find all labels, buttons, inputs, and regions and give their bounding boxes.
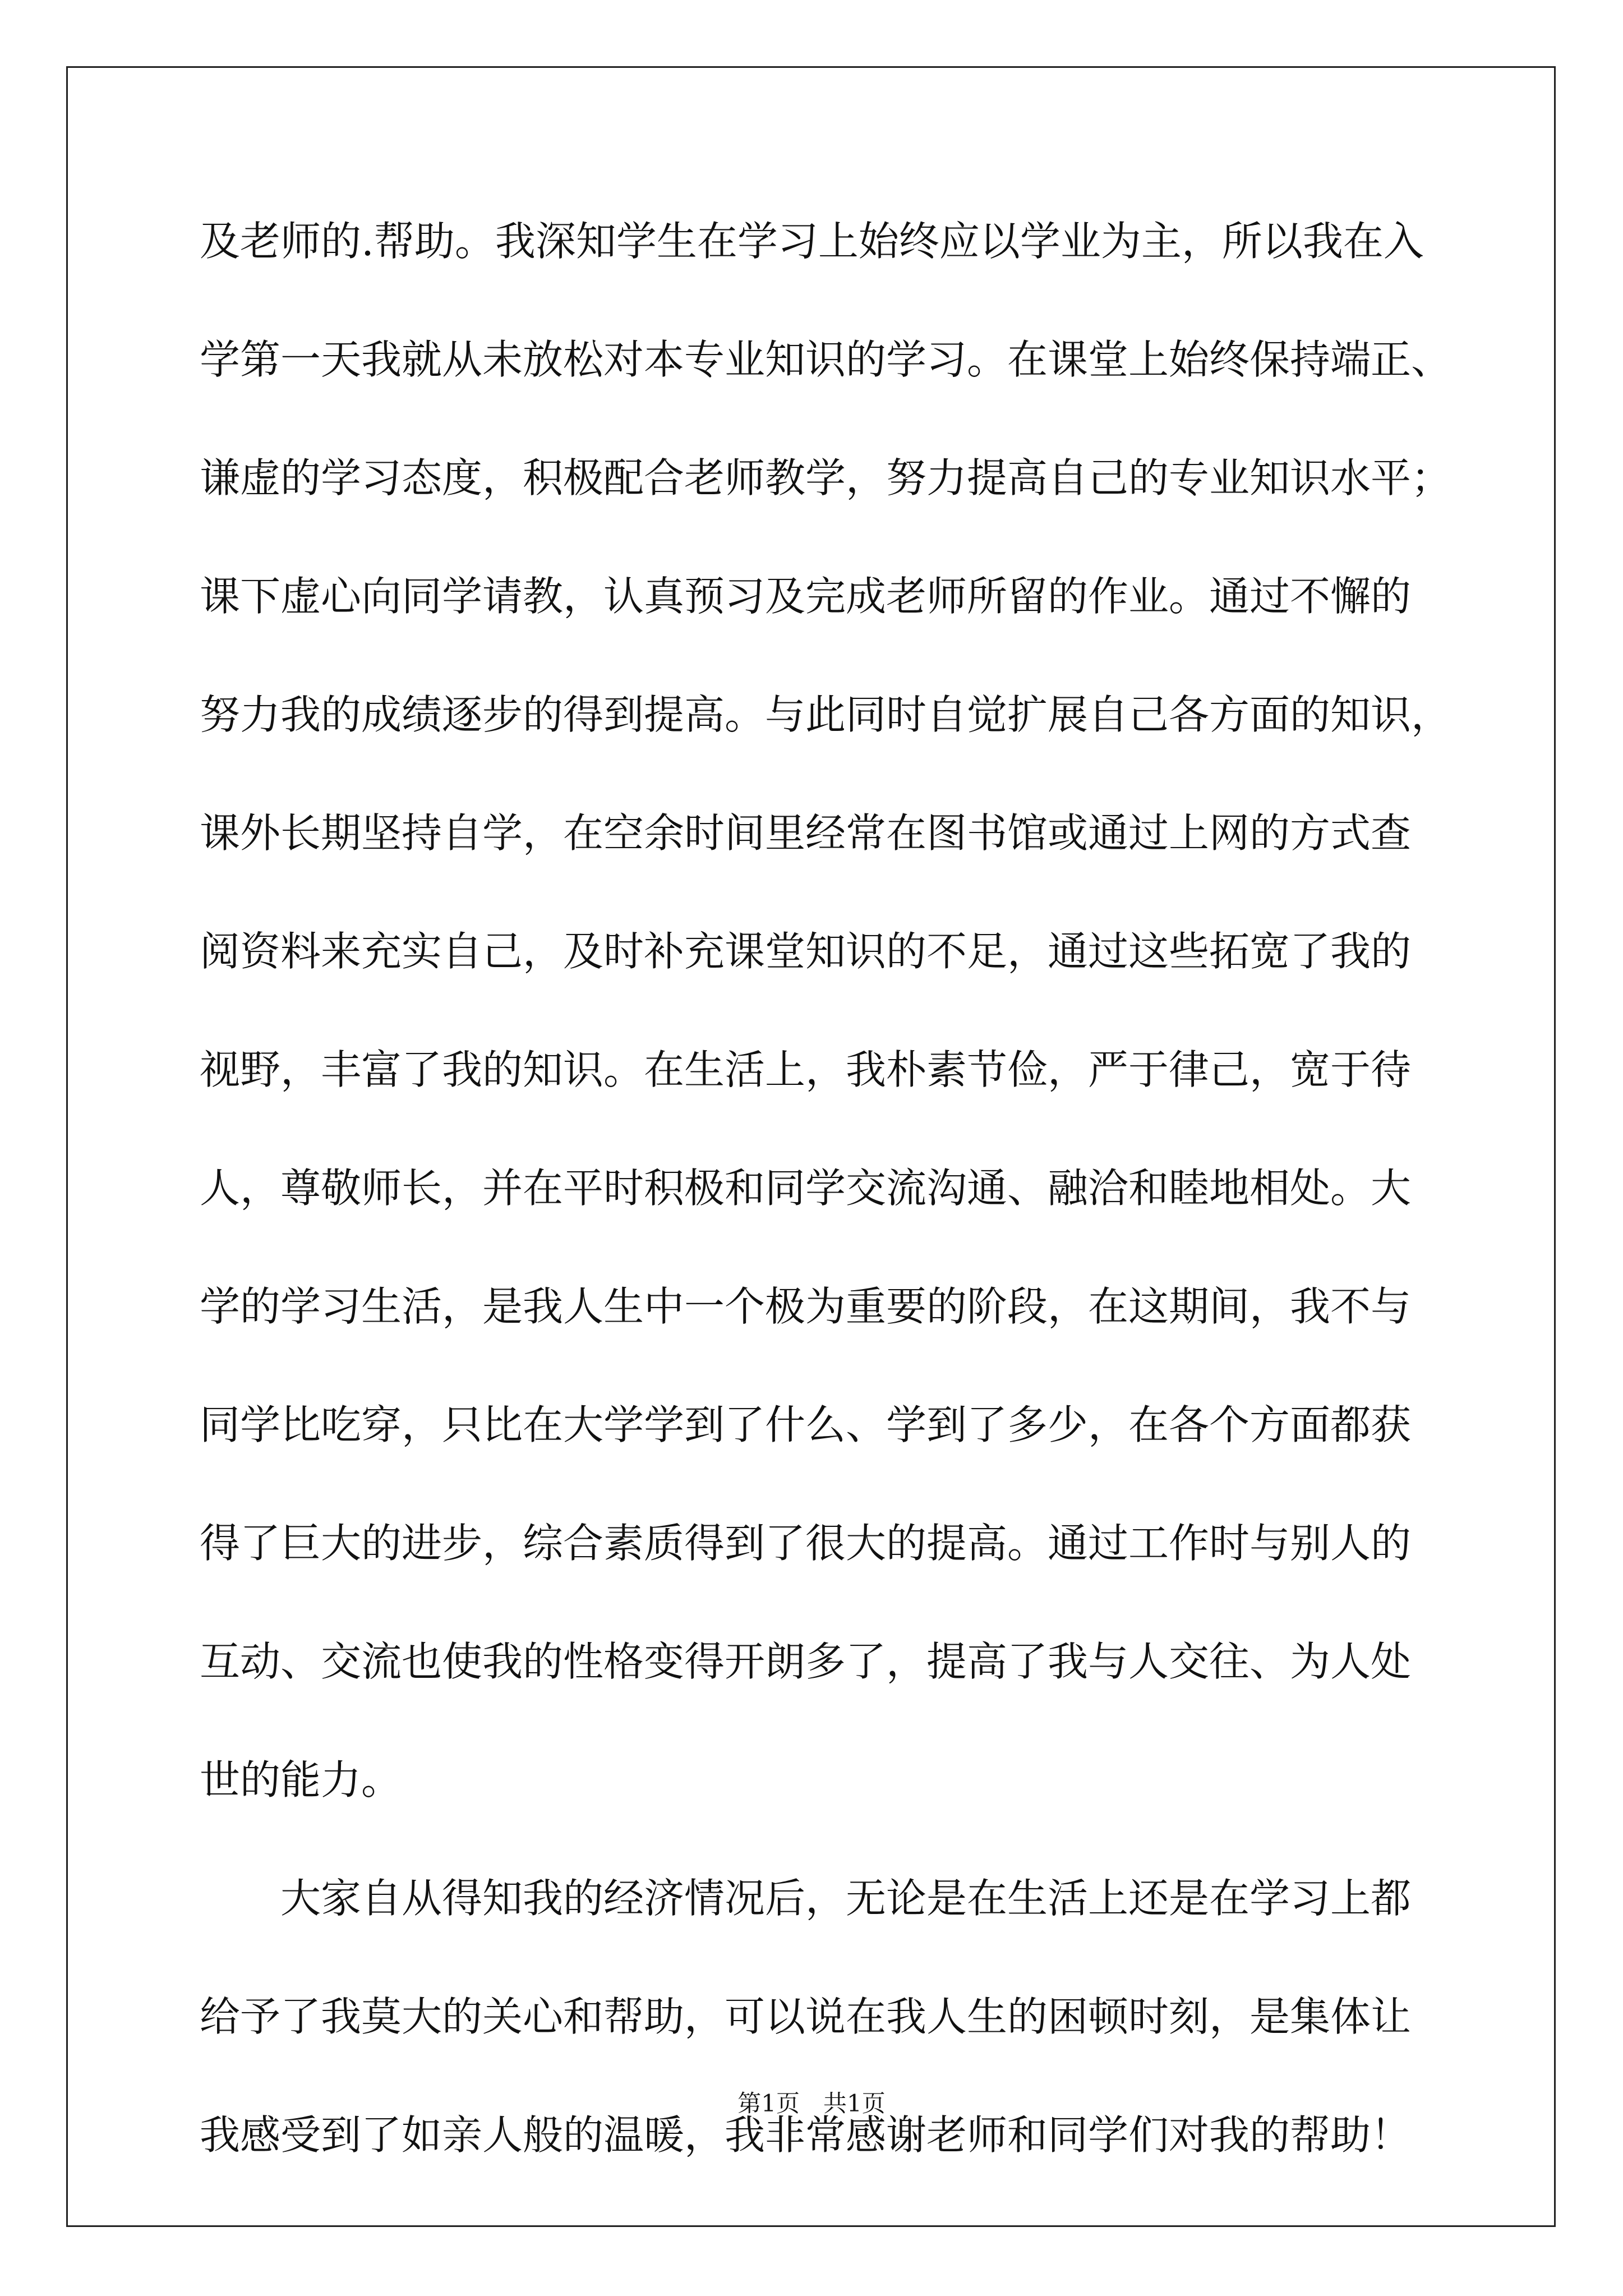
text-line: 人，尊敬师长，并在平时积极和同学交流沟通、融洽和睦地相处。大 [200,1165,1412,1212]
text-line: 学第一天我就从未放松对本专业知识的学习。在课堂上始终保持端正、 [200,336,1452,383]
text-line: 及老师的.帮助。我深知学生在学习上始终应以学业为主，所以我在入 [200,218,1424,265]
text-line: 我感受到了如亲人般的温暖，我非常感谢老师和同学们对我的帮助！ [200,2111,1412,2159]
page-footer: 第1页 共1页 [737,2090,886,2117]
text-line: 得了巨大的进步，综合素质得到了很大的提高。通过工作时与别人的 [200,1520,1412,1567]
text-line: 世的能力。 [200,1756,402,1803]
paragraph-first-line: 大家自从得知我的经济情况后，无论是在生活上还是在学习上都 [280,1875,1412,1922]
text-line: 谦虚的学习态度，积极配合老师教学，努力提高自己的专业知识水平； [200,454,1452,501]
text-line: 视野，丰富了我的知识。在生活上，我朴素节俭，严于律己，宽于待 [200,1046,1412,1093]
text-line: 课下虚心向同学请教，认真预习及完成老师所留的作业。通过不懈的 [200,573,1412,620]
text-line: 同学比吃穿，只比在大学学到了什么、学到了多少，在各个方面都获 [200,1401,1412,1448]
text-line: 给予了我莫大的关心和帮助，可以说在我人生的困顿时刻，是集体让 [200,1993,1412,2040]
text-line: 互动、交流也使我的性格变得开朗多了，提高了我与人交往、为人处 [200,1638,1412,1685]
text-line: 阅资料来充实自己，及时补充课堂知识的不足，通过这些拓宽了我的 [200,928,1412,975]
text-line: 努力我的成绩逐步的得到提高。与此同时自觉扩展自己各方面的知识， [200,691,1452,738]
text-line: 学的学习生活，是我人生中一个极为重要的阶段，在这期间，我不与 [200,1283,1412,1330]
text-line: 课外长期坚持自学，在空余时间里经常在图书馆或通过上网的方式查 [200,809,1412,857]
